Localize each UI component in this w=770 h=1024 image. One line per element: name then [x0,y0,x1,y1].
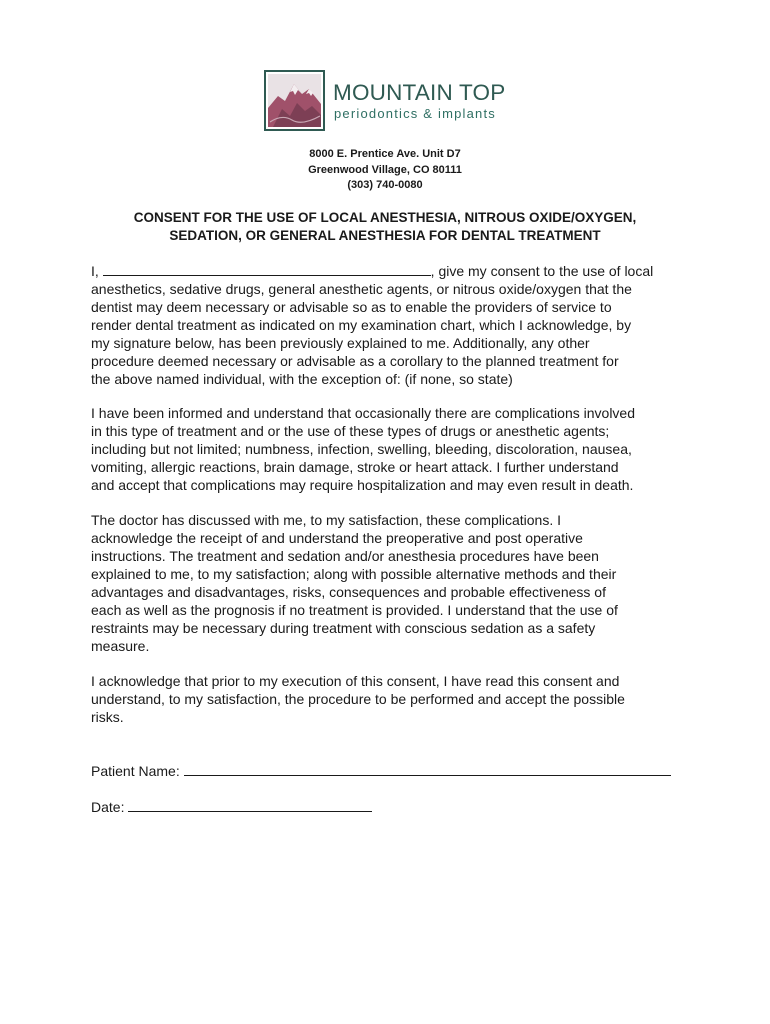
paragraph-line: I acknowledge that prior to my execution of this consent, I have read this consent and [91,673,620,689]
paragraph-line: each as well as the prognosis if no treatment is provided. I understand that the use of [91,602,618,618]
title-line-1: CONSENT FOR THE USE OF LOCAL ANESTHESIA, NITROUS OXIDE/OXYGEN, [133,210,637,225]
paragraph-line: render dental treatment as indicated on my examination chart, which I acknowledge, by [91,317,632,333]
address-street: 8000 E. Prentice Ave. Unit D7 [309,148,461,160]
paragraph-line: my signature below, has been previously explained to me. Additionally, any other [91,335,590,351]
paragraph-line: explained to me, to my satisfaction; along with possible alternative methods and their [91,566,617,582]
title-line-2: SEDATION, OR GENERAL ANESTHESIA FOR DENTAL TREATMENT [169,228,601,243]
patient-name-blank[interactable] [103,262,431,276]
date-field [91,798,372,816]
paragraph-line: including but not limited; numbness, infection, swelling, bleeding, discoloration, nausea, [91,441,632,457]
consent-paragraph-1 [91,262,691,388]
consent-prefix: I, [91,263,99,279]
practice-logo [264,70,524,132]
paragraph-line: vomiting, allergic reactions, brain damage, stroke or heart attack. I further understand [91,459,619,475]
practice-address [0,147,770,194]
paragraph-line: acknowledge the receipt of and understand the preoperative and post operative [91,530,583,546]
paragraph-line: risks. [91,709,124,725]
patient-name-line[interactable] [184,762,671,776]
paragraph-line: the above named individual, with the exception of: (if none, so state) [91,371,513,387]
logo-name: MOUNTAIN TOP [333,80,506,105]
patient-name-label: Patient Name: [91,763,180,779]
consent-paragraph-4 [91,672,691,726]
logo-tagline: periodontics & implants [334,106,496,121]
document-title [0,209,770,245]
paragraph-line: restraints may be necessary during treatment with conscious sedation as a safety [91,620,596,636]
paragraph-line: I have been informed and understand that occasionally there are complications involved [91,405,635,421]
paragraph-line: and accept that complications may require hospitalization and may even result in death. [91,477,634,493]
consent-paragraph-3 [91,511,691,655]
paragraph-line: advantages and disadvantages, risks, consequences and probable effectiveness of [91,584,606,600]
paragraph-line: anesthetics, sedative drugs, general anesthetic agents, or nitrous oxide/oxygen that the [91,281,632,297]
paragraph-line: understand, to my satisfaction, the procedure to be performed and accept the possible [91,691,625,707]
paragraph-line: measure. [91,638,150,654]
patient-name-field [91,762,671,780]
paragraph-line: The doctor has discussed with me, to my satisfaction, these complications. I [91,512,561,528]
address-phone: (303) 740-0080 [347,179,423,191]
address-city: Greenwood Village, CO 80111 [308,163,462,176]
paragraph-line: in this type of treatment and or the use of these types of drugs or anesthetic agents; [91,423,610,439]
paragraph-line [91,262,691,280]
paragraph-line: instructions. The treatment and sedation and/or anesthesia procedures have been [91,548,599,564]
consent-paragraph-2 [91,404,691,494]
mountain-logo-icon [264,70,325,131]
paragraph-line: procedure deemed necessary or advisable as a corollary to the planned treatment for [91,353,619,369]
paragraph-text: , give my consent to the use of local [430,263,654,279]
paragraph-line: dentist may deem necessary or advisable so as to enable the providers of service to [91,299,612,315]
date-line[interactable] [128,798,372,812]
date-label: Date: [91,799,125,815]
